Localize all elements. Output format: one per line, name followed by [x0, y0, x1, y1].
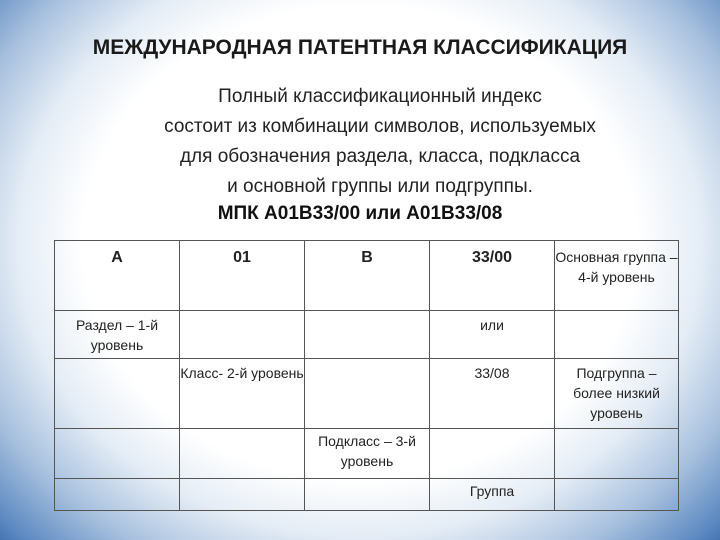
group-code: 33/00: [471, 249, 513, 266]
empty-cell: [555, 479, 679, 511]
empty-cell: [55, 479, 180, 511]
table-row: [55, 241, 679, 311]
class-code: 01: [233, 249, 251, 266]
cell-group-code: [430, 241, 555, 311]
intro-line: Полный классификационный индекс: [218, 86, 542, 107]
subclass-label: Подкласс – 3-й уровень: [318, 433, 416, 469]
cell-subclass-label: [305, 429, 430, 479]
or-label: или: [480, 317, 504, 333]
intro-line: состоит из комбинации символов, используемых: [164, 116, 596, 137]
empty-cell: [55, 359, 180, 429]
main-group-label: Основная группа – 4-й уровень: [555, 249, 678, 285]
empty-cell: [555, 311, 679, 359]
empty-cell: [305, 311, 430, 359]
cell-class-code: [180, 241, 305, 311]
slide-title: МЕЖДУНАРОДНАЯ ПАТЕНТНАЯ КЛАССИФИКАЦИЯ: [92, 36, 628, 59]
intro-line: для обозначения раздела, класса, подкласса: [179, 146, 581, 167]
empty-cell: [180, 479, 305, 511]
empty-cell: [55, 429, 180, 479]
cell-subgroup-label: [555, 359, 679, 429]
table-row: [55, 359, 679, 429]
cell-section-code: [55, 241, 180, 311]
empty-cell: [305, 359, 430, 429]
empty-cell: [430, 429, 555, 479]
classification-table: [54, 240, 679, 511]
section-code: А: [111, 249, 123, 266]
cell-or-label: [430, 311, 555, 359]
table-row: [55, 429, 679, 479]
cell-group-label: [430, 479, 555, 511]
empty-cell: [555, 429, 679, 479]
ipc-formula: МПК А01В33/00 или А01В33/08: [217, 203, 503, 224]
cell-subgroup-code: [430, 359, 555, 429]
group-label: Группа: [469, 483, 515, 499]
empty-cell: [305, 479, 430, 511]
table-row: [55, 479, 679, 511]
cell-main-group-label: [555, 241, 679, 311]
subclass-code: В: [361, 249, 373, 266]
cell-class-label: [180, 359, 305, 429]
cell-subclass-code: [305, 241, 430, 311]
empty-cell: [180, 429, 305, 479]
empty-cell: [180, 311, 305, 359]
section-label: Раздел – 1-й уровень: [75, 317, 159, 353]
intro-text: [100, 82, 660, 202]
subgroup-label: Подгруппа – более низкий уровень: [573, 365, 660, 421]
intro-line: и основной группы или подгруппы.: [227, 176, 533, 197]
class-label: Класс- 2-й уровень: [180, 365, 304, 381]
subgroup-code: 33/08: [474, 365, 510, 381]
table-row: [55, 311, 679, 359]
cell-section-label: [55, 311, 180, 359]
